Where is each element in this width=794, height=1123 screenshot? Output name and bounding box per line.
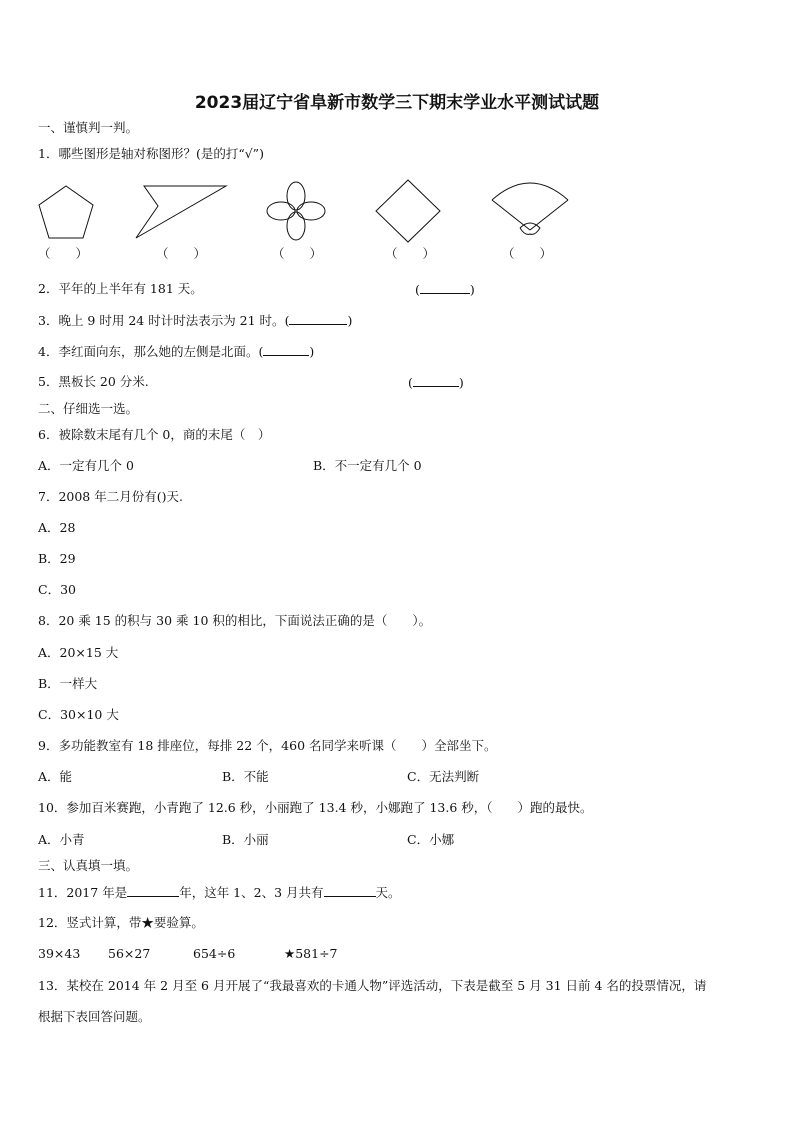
question-11-text-2: 年，这年 1、2、3 月共有 [179, 885, 324, 900]
question-11-text-3: 天。 [375, 885, 401, 900]
question-4: 4．李红面向东，那么她的左侧是北面。( ) [38, 344, 315, 359]
question-2: 2．平年的上半年有 181 天。 [38, 281, 203, 296]
option-8a[interactable]: A．20×15 大 [38, 645, 119, 660]
question-6: 6．被除数末尾有几个 0，商的末尾（ ） [38, 427, 271, 442]
calc-item-2: 56×27 [108, 946, 151, 961]
question-11-text-1: 11．2017 年是 [38, 885, 128, 900]
answer-paren-4[interactable]: （ ） [385, 246, 436, 261]
option-6b[interactable]: B．不一定有几个 0 [313, 458, 422, 473]
four-leaf-shape [265, 180, 327, 242]
question-8: 8．20 乘 15 的积与 30 乘 10 积的相比，下面说法正确的是（ ）。 [38, 613, 432, 628]
option-9c[interactable]: C．无法判断 [407, 769, 480, 784]
section-2-heading: 二、仔细选一选。 [38, 401, 139, 416]
page-title: 2023届辽宁省阜新市数学三下期末学业水平测试试题 [194, 93, 600, 113]
question-11 [38, 884, 401, 901]
option-6a[interactable]: A．一定有几个 0 [38, 458, 134, 473]
answer-paren-1[interactable]: （ ） [38, 246, 89, 261]
question-3: 3．晚上 9 时用 24 时计时法表示为 21 时。( ) [38, 313, 353, 328]
option-8c[interactable]: C．30×10 大 [38, 707, 119, 722]
question-12: 12．竖式计算，带★要验算。 [38, 915, 204, 930]
option-9b[interactable]: B．不能 [222, 769, 269, 784]
option-10b[interactable]: B．小丽 [222, 832, 269, 847]
diamond-shape [374, 178, 442, 244]
option-10a[interactable]: A．小青 [38, 832, 85, 847]
answer-blank-5[interactable]: ( ) [408, 375, 464, 390]
section-3-heading: 三、认真填一填。 [38, 858, 139, 873]
calc-item-4: ★581÷7 [284, 946, 338, 961]
option-7a[interactable]: A．28 [38, 520, 76, 535]
question-13-line-1: 13．某校在 2014 年 2 月至 6 月开展了“我最喜欢的卡通人物”评选活动，下表是截至 5 月 31 日前 4 名的投票情况，请 [38, 978, 707, 993]
question-5: 5．黑板长 20 分米. [38, 374, 149, 389]
question-1: 1．哪些图形是轴对称图形？(是的打“√”) [38, 146, 264, 161]
fan-shape [490, 178, 570, 240]
answer-blank-3[interactable] [289, 312, 347, 325]
answer-blank-4[interactable] [263, 343, 309, 356]
answer-blank-11a[interactable] [127, 884, 179, 897]
answer-paren-2[interactable]: （ ） [156, 246, 207, 261]
question-3-text: 3．晚上 9 时用 24 时计时法表示为 21 时。 [38, 313, 285, 328]
option-9a[interactable]: A．能 [38, 769, 73, 784]
section-1-heading: 一、谨慎判一判。 [38, 120, 139, 135]
question-7: 7．2008 年二月份有()天. [38, 489, 183, 504]
option-7b[interactable]: B．29 [38, 551, 76, 566]
answer-paren-3[interactable]: （ ） [272, 246, 323, 261]
pentagon-shape [36, 184, 96, 242]
question-9: 9．多功能教室有 18 排座位，每排 22 个，460 名同学来听课（ ）全部坐下。 [38, 738, 497, 753]
question-4-text: 4．李红面向东，那么她的左侧是北面。 [38, 344, 259, 359]
answer-paren-5[interactable]: （ ） [502, 246, 553, 261]
question-13-line-2: 根据下表回答问题。 [38, 1009, 151, 1024]
option-8b[interactable]: B．一样大 [38, 676, 98, 691]
answer-blank-11b[interactable] [324, 884, 376, 897]
calc-item-3: 654÷6 [193, 946, 236, 961]
triangle-shape [132, 184, 228, 240]
question-10: 10．参加百米赛跑，小青跑了 12.6 秒，小丽跑了 13.4 秒，小娜跑了 13.6 秒，（ ）跑的最快。 [38, 800, 593, 815]
option-10c[interactable]: C．小娜 [407, 832, 455, 847]
calc-item-1: 39×43 [38, 946, 81, 961]
option-7c[interactable]: C．30 [38, 582, 76, 597]
answer-blank-2[interactable]: ( ) [415, 282, 475, 297]
